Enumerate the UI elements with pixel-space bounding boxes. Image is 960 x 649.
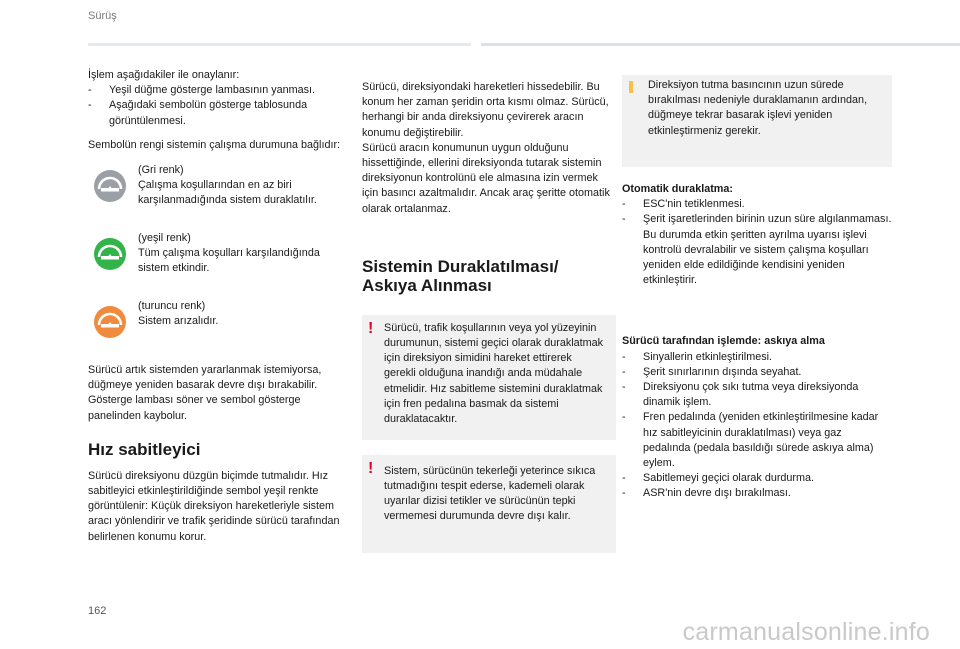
warning-text-2: Sistem, sürücünün tekerleği yeterince sıkıca tutmadığını tespit ederse, kademeli olarak uyarılar dizisi tetikler ve sürücünün tepki vermemesi durumunda devre dışı kalır. (384, 464, 596, 523)
driver-suspend-heading: Sürücü tarafından işlemde: askıya alma (622, 335, 825, 348)
pause-heading-line-2: Askıya Alınması (362, 275, 492, 295)
intro-list (88, 83, 350, 129)
icon-color-label: (Gri renk) (138, 164, 184, 177)
icon-desc: Tüm çalışma koşulları karşılandığında sistem etkindir. (138, 247, 320, 275)
steering-assist-green-icon (93, 237, 127, 271)
symbol-intro: Sembolün rengi sistemin çalışma durumuna bağlıdır: (88, 138, 341, 151)
paragraph-1: Sürücü, direksiyondaki hareketleri hissedebilir. Bu konum her zaman şeridin orta kısmı olmaz. Sürücü, herhangi bir anda direksiyonu çevirerek aracın konumu değiştirebilir. (362, 81, 609, 139)
steering-assist-grey-icon (93, 169, 127, 203)
warning-box-2 (362, 455, 616, 553)
list-item: - Sinyallerin etkinleştirilmesi. (622, 350, 892, 365)
header-rule-right (481, 43, 960, 46)
section-tab: Sürüş (88, 10, 117, 22)
paragraph-2: Sürücü aracın konumunun uygun olduğunu hissettiğinde, ellerini direksiyonda tutarak sistemin direksiyonun kontrolünü ele almasına izin vermek için basıncı azaltmalıdır. Ancak araç şeritte otomatik olarak ortalanmaz. (362, 141, 610, 215)
auto-pause-heading: Otomatik duraklatma: (622, 183, 733, 195)
warning-icon: ! (368, 319, 374, 337)
driver-suspend-list (622, 350, 892, 502)
warning-text-1: Sürücü, trafik koşullarının veya yol yüzeyinin durumunun, sistemi geçici olarak duraklatmak için direksiyon simidini hareket ettirerek gerekli olduğuna inandığı anda müdahale etmelidir. Hız sabitleme sistemini duraklatmak için fren pedalına basmak da sistemi duraklatacaktır. (384, 321, 604, 426)
list-item: - ESC'nin tetiklenmesi. (622, 197, 892, 212)
watermark: carmanualsonline.info (682, 618, 930, 646)
icon-row-green (88, 231, 350, 279)
speed-limiter-text: Sürücü direksiyonu düzgün biçimde tutmalıdır. Hız sabitleyici etkinleştirildiğinde sembol yeşil renkte görüntülenir: Küçük direksiyon hareketleriyle sistem aracı yönlendirir ve trafik şeridinde sürücü tarafından belirlenen konumu korur. (88, 469, 340, 543)
list-item: - ASR'nin devre dışı bırakılması. (622, 486, 892, 501)
intro-text: İşlem aşağıdakiler ile onaylanır: (88, 69, 240, 81)
speed-limiter-heading: Hız sabitleyici (88, 439, 201, 459)
info-text: Direksiyon tutma basıncının uzun sürede bırakılması nedeniyle duraklamanın ardından, düğmeye tekrar basarak işlevi yeniden etkinleştirmeniz gerekir. (648, 79, 868, 137)
list-item: - Sabitlemeyi geçici olarak durdurma. (622, 471, 892, 486)
header-rule-left (88, 43, 471, 46)
warning-box-1 (362, 315, 616, 440)
warning-icon: ! (368, 459, 374, 477)
page-number: 162 (88, 605, 107, 617)
list-item: - Şerit sınırlarının dışında seyahat. (622, 365, 892, 380)
info-box (622, 75, 892, 167)
pause-heading (362, 257, 616, 295)
pause-heading-line-1: Sistemin Duraklatılması/ (362, 256, 559, 276)
list-item: - Şerit işaretlerinden birinin uzun süre algılanmaması. Bu durumda etkin şeritten ayrılma uyarısı işlevi kontrolü devralabilir ve sistem çalışma koşulları yeniden elde edildiğinde kendisini yeniden etkinleştirir. (622, 212, 892, 288)
list-item: - Fren pedalında (yeniden etkinleştirilmesine kadar hız sabitleyicinin duraklatılması) veya gaz pedalında (pedala basıldığı sürede askıya alma) eylem. (622, 410, 892, 471)
column-1 (88, 68, 350, 545)
list-item: - Aşağıdaki sembolün gösterge tablosunda görüntülenmesi. (88, 98, 350, 128)
icon-row-grey (88, 163, 350, 211)
column-3 (622, 75, 892, 502)
icon-desc: Çalışma koşullarından en az biri karşılanmadığında sistem duraklatılır. (138, 179, 317, 207)
deactivate-text: Sürücü artık sistemden yararlanmak istemiyorsa, düğmeye yeniden basarak devre dışı bırakabilir. (88, 364, 322, 392)
icon-color-label: (turuncu renk) (138, 300, 206, 313)
column-2 (362, 80, 616, 553)
list-item: - Yeşil düğme gösterge lambasının yanması. (88, 83, 350, 98)
icon-desc: Sistem arızalıdır. (138, 315, 219, 328)
icon-row-orange (88, 299, 350, 347)
auto-pause-list (622, 197, 892, 288)
steering-assist-orange-icon (93, 305, 127, 339)
deactivate-text-2: Gösterge lambası söner ve sembol gösterge panelinden kaybolur. (88, 394, 301, 422)
list-item: - Direksiyonu çok sıkı tutma veya direksiyonda dinamik işlem. (622, 380, 892, 410)
icon-color-label: (yeşil renk) (138, 232, 191, 245)
